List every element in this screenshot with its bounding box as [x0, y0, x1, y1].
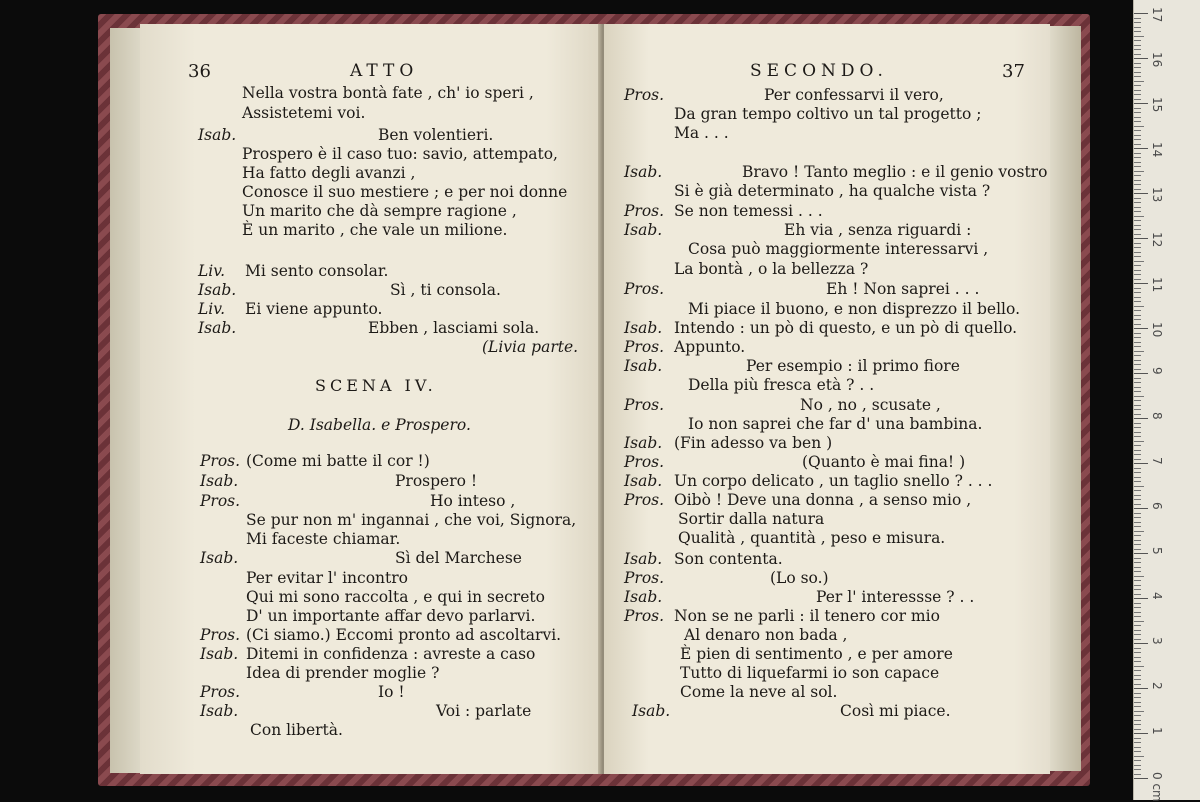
ruler-tick: [1134, 526, 1141, 527]
text-line: (Lo so.): [770, 569, 829, 587]
ruler-label: 12: [1150, 232, 1164, 248]
speaker-label: Pros.: [200, 492, 241, 510]
text-line: La bontà , o la bellezza ?: [674, 260, 869, 278]
ruler-tick: [1134, 747, 1141, 748]
ruler-tick: [1134, 459, 1141, 460]
ruler-tick: [1134, 418, 1148, 419]
text-line: Assistetemi voi.: [242, 104, 366, 122]
ruler-tick: [1134, 427, 1141, 428]
ruler-tick: [1134, 274, 1141, 275]
speaker-label: Pros.: [624, 280, 665, 298]
ruler-tick: [1134, 436, 1141, 437]
ruler-label: 5: [1150, 547, 1164, 555]
ruler-tick: [1134, 243, 1141, 244]
ruler-tick: [1134, 369, 1141, 370]
ruler-tick: [1134, 144, 1141, 145]
ruler-tick: [1134, 693, 1141, 694]
text-line: Sì , ti consola.: [390, 281, 501, 299]
ruler-tick: [1134, 567, 1141, 568]
speaker-label: Isab.: [624, 588, 663, 606]
ruler-tick: [1134, 517, 1141, 518]
ruler-tick: [1134, 193, 1148, 194]
speaker-label: Isab.: [624, 319, 663, 337]
text-line: È pien di sentimento , e per amore: [680, 645, 953, 663]
text-line: Oibò ! Deve una donna , a senso mio ,: [674, 491, 972, 509]
ruler-tick: [1134, 495, 1141, 496]
ruler-label: 3: [1150, 637, 1164, 645]
ruler-tick: [1134, 22, 1141, 23]
text-line: Voi : parlate: [436, 702, 532, 720]
ruler-tick: [1134, 342, 1141, 343]
ruler-tick: [1134, 684, 1141, 685]
speaker-label: Pros.: [624, 338, 665, 356]
ruler-tick: [1134, 414, 1141, 415]
text-line: È un marito , che vale un milione.: [242, 221, 508, 239]
ruler-tick: [1134, 486, 1144, 487]
text-line: Come la neve al sol.: [680, 683, 838, 701]
page-edge-right: [1045, 26, 1081, 771]
text-line: Un corpo delicato , un taglio snello ? . . .: [674, 472, 993, 490]
ruler-tick: [1134, 405, 1141, 406]
ruler-label: 1: [1150, 727, 1164, 735]
ruler-tick: [1134, 337, 1141, 338]
text-line: Un marito che dà sempre ragione ,: [242, 202, 517, 220]
speaker-label: Pros.: [200, 683, 241, 701]
ruler-tick: [1134, 661, 1141, 662]
ruler-tick: [1134, 765, 1141, 766]
speaker-label: Pros.: [200, 626, 241, 644]
speaker-label: Isab.: [624, 357, 663, 375]
ruler-label: 13: [1150, 187, 1164, 203]
text-line: Della più fresca età ? . .: [688, 376, 875, 394]
text-line: Da gran tempo coltivo un tal progetto ;: [674, 105, 982, 123]
ruler-tick: [1134, 225, 1141, 226]
ruler-tick: [1134, 706, 1141, 707]
ruler-tick: [1134, 490, 1141, 491]
ruler-tick: [1134, 589, 1141, 590]
ruler-tick: [1134, 49, 1141, 50]
ruler-tick: [1134, 445, 1141, 446]
ruler-tick: [1134, 157, 1141, 158]
ruler-tick: [1134, 202, 1141, 203]
ruler-tick: [1134, 333, 1141, 334]
ruler-tick: [1134, 81, 1144, 82]
ruler-tick: [1134, 400, 1141, 401]
ruler-tick: [1134, 738, 1141, 739]
ruler-tick: [1134, 585, 1141, 586]
ruler-tick: [1134, 778, 1148, 779]
left-running-header: ATTO: [350, 61, 419, 81]
left-page-number: 36: [188, 61, 211, 82]
ruler-tick: [1134, 607, 1141, 608]
ruler-tick: [1134, 67, 1141, 68]
ruler-tick: [1134, 657, 1141, 658]
speaker-label: Pros.: [624, 86, 665, 104]
ruler-tick: [1134, 652, 1141, 653]
ruler-tick: [1134, 324, 1141, 325]
speaker-label: Pros.: [200, 452, 241, 470]
ruler-tick: [1134, 54, 1141, 55]
speaker-label: Liv.: [198, 262, 226, 280]
text-line: Mi piace il buono, e non disprezzo il bello.: [688, 300, 1020, 318]
ruler-tick: [1134, 742, 1141, 743]
ruler-tick: [1134, 171, 1144, 172]
ruler-tick: [1134, 580, 1141, 581]
ruler-tick: [1134, 499, 1141, 500]
ruler-tick: [1134, 391, 1141, 392]
speaker-label: Pros.: [624, 607, 665, 625]
ruler-tick: [1134, 126, 1144, 127]
speaker-label: Pros.: [624, 202, 665, 220]
ruler-tick: [1134, 463, 1148, 464]
ruler-tick: [1134, 36, 1144, 37]
text-line: Ho inteso ,: [430, 492, 516, 510]
ruler-tick: [1134, 319, 1141, 320]
ruler-tick: [1134, 549, 1141, 550]
ruler-tick: [1134, 441, 1144, 442]
ruler-tick: [1134, 702, 1141, 703]
ruler-label: 15: [1150, 97, 1164, 113]
ruler-tick: [1134, 94, 1141, 95]
ruler-tick: [1134, 180, 1141, 181]
ruler-tick: [1134, 553, 1148, 554]
ruler-tick: [1134, 108, 1141, 109]
text-line: (Come mi batte il cor !): [246, 452, 430, 470]
ruler-tick: [1134, 90, 1141, 91]
text-line: Son contenta.: [674, 550, 783, 568]
text-line: Eh via , senza riguardi :: [784, 221, 972, 239]
ruler-label: 2: [1150, 682, 1164, 690]
ruler-tick: [1134, 774, 1141, 775]
ruler-tick: [1134, 229, 1141, 230]
ruler-tick: [1134, 432, 1141, 433]
ruler-label: 9: [1150, 367, 1164, 375]
speaker-label: Pros.: [624, 491, 665, 509]
speaker-label: Isab.: [200, 645, 239, 663]
ruler-tick: [1134, 715, 1141, 716]
ruler-tick: [1134, 751, 1141, 752]
ruler-tick: [1134, 643, 1148, 644]
ruler-tick: [1134, 396, 1144, 397]
ruler-tick: [1134, 594, 1141, 595]
ruler-tick: [1134, 598, 1148, 599]
text-line: No , no , scusate ,: [800, 396, 941, 414]
ruler-tick: [1134, 382, 1141, 383]
ruler-tick: [1134, 135, 1141, 136]
ruler-tick: [1134, 373, 1148, 374]
text-line: Con libertà.: [250, 721, 343, 739]
ruler-tick: [1134, 612, 1141, 613]
text-line: Conosce il suo mestiere ; e per noi donne: [242, 183, 568, 201]
ruler-tick: [1134, 31, 1141, 32]
text-line: Per l' interessse ? . .: [816, 588, 975, 606]
ruler-tick: [1134, 13, 1148, 14]
ruler-tick: [1134, 85, 1141, 86]
ruler-tick: [1134, 364, 1141, 365]
text-line: Tutto di liquefarmi io son capace: [680, 664, 940, 682]
ruler-tick: [1134, 729, 1141, 730]
ruler-tick: [1134, 162, 1141, 163]
ruler-tick: [1134, 315, 1141, 316]
ruler-label: 11: [1150, 277, 1164, 293]
ruler-label: 6: [1150, 502, 1164, 510]
speaker-label: Isab.: [198, 126, 237, 144]
ruler-tick: [1134, 153, 1141, 154]
ruler-tick: [1134, 148, 1148, 149]
ruler-tick: [1134, 99, 1141, 100]
ruler-tick: [1134, 139, 1141, 140]
speaker-label: Pros.: [624, 569, 665, 587]
speaker-label: Isab.: [200, 472, 239, 490]
ruler-label: 4: [1150, 592, 1164, 600]
text-line: Bravo ! Tanto meglio : e il genio vostro: [742, 163, 1048, 181]
ruler-tick: [1134, 211, 1141, 212]
ruler-tick: [1134, 166, 1141, 167]
ruler-tick: [1134, 468, 1141, 469]
text-line: Ha fatto degli avanzi ,: [242, 164, 416, 182]
ruler-tick: [1134, 18, 1141, 19]
ruler-tick: [1134, 522, 1141, 523]
speaker-label: Isab.: [624, 434, 663, 452]
ruler-tick: [1134, 346, 1141, 347]
text-line: Mi sento consolar.: [245, 262, 389, 280]
speaker-label: Liv.: [198, 300, 226, 318]
ruler-tick: [1134, 409, 1141, 410]
text-line: Sortir dalla natura: [678, 510, 825, 528]
ruler-tick: [1134, 292, 1141, 293]
ruler-tick: [1134, 189, 1141, 190]
ruler-tick: [1134, 238, 1148, 239]
right-page-number: 37: [1002, 61, 1025, 82]
ruler-tick: [1134, 679, 1141, 680]
ruler-tick: [1134, 184, 1141, 185]
ruler-tick: [1134, 535, 1141, 536]
ruler-tick: [1134, 252, 1141, 253]
ruler-tick: [1134, 283, 1148, 284]
ruler-tick: [1134, 40, 1141, 41]
ruler-tick: [1134, 697, 1141, 698]
ruler-tick: [1134, 207, 1141, 208]
ruler-tick: [1134, 544, 1141, 545]
ruler-tick: [1134, 256, 1141, 257]
text-line: Ebben , lasciami sola.: [368, 319, 540, 337]
ruler-tick: [1134, 630, 1141, 631]
ruler-tick: [1134, 103, 1148, 104]
ruler-tick: [1134, 540, 1141, 541]
text-line: Ben volentieri.: [378, 126, 494, 144]
ruler-tick: [1134, 117, 1141, 118]
ruler-label: 8: [1150, 412, 1164, 420]
text-line: Qui mi sono raccolta , e qui in secreto: [246, 588, 545, 606]
ruler-tick: [1134, 247, 1141, 248]
ruler-tick: [1134, 576, 1144, 577]
stage-direction: (Livia parte.: [482, 338, 579, 356]
ruler-tick: [1134, 558, 1141, 559]
ruler-tick: [1134, 175, 1141, 176]
ruler-tick: [1134, 265, 1141, 266]
right-page: [604, 24, 1050, 774]
speaker-label: Isab.: [624, 550, 663, 568]
speaker-label: Pros.: [624, 453, 665, 471]
speaker-label: Isab.: [198, 319, 237, 337]
measurement-ruler: [1133, 0, 1200, 800]
ruler-tick: [1134, 634, 1141, 635]
ruler-tick: [1134, 234, 1141, 235]
ruler-tick: [1134, 504, 1141, 505]
ruler-tick: [1134, 531, 1144, 532]
text-line: Così mi piace.: [840, 702, 951, 720]
left-page: [140, 24, 602, 774]
ruler-tick: [1134, 513, 1141, 514]
ruler-label: 0 cm: [1150, 772, 1164, 802]
ruler-tick: [1134, 571, 1141, 572]
text-line: Cosa può maggiormente interessarvi ,: [688, 240, 989, 258]
ruler-tick: [1134, 58, 1148, 59]
speaker-label: Isab.: [624, 221, 663, 239]
ruler-tick: [1134, 756, 1144, 757]
scene-title: SCENA IV.: [315, 376, 437, 395]
text-line: Se pur non m' ingannai , che voi, Signora,: [246, 511, 577, 529]
ruler-tick: [1134, 198, 1141, 199]
ruler-tick: [1134, 625, 1141, 626]
text-line: Io !: [378, 683, 405, 701]
ruler-tick: [1134, 310, 1141, 311]
ruler-label: 10: [1150, 322, 1164, 338]
ruler-tick: [1134, 351, 1144, 352]
ruler-tick: [1134, 675, 1141, 676]
text-line: (Ci siamo.) Eccomi pronto ad ascoltarvi.: [246, 626, 562, 644]
ruler-tick: [1134, 76, 1141, 77]
text-line: D' un importante affar devo parlarvi.: [246, 607, 536, 625]
scene-characters: D. Isabella. e Prospero.: [288, 416, 471, 434]
text-line: Prospero è il caso tuo: savio, attempato,: [242, 145, 558, 163]
ruler-tick: [1134, 760, 1141, 761]
ruler-tick: [1134, 360, 1141, 361]
ruler-tick: [1134, 616, 1141, 617]
text-line: (Quanto è mai fina! ): [802, 453, 966, 471]
ruler-tick: [1134, 45, 1141, 46]
text-line: Ma . . .: [674, 124, 729, 142]
text-line: Qualità , quantità , peso e misura.: [678, 529, 946, 547]
ruler-tick: [1134, 328, 1148, 329]
text-line: Eh ! Non saprei . . .: [826, 280, 980, 298]
ruler-tick: [1134, 220, 1141, 221]
ruler-tick: [1134, 562, 1141, 563]
text-line: Se non temessi . . .: [674, 202, 823, 220]
text-line: Per esempio : il primo fiore: [746, 357, 960, 375]
speaker-label: Isab.: [624, 472, 663, 490]
ruler-tick: [1134, 297, 1141, 298]
ruler-tick: [1134, 472, 1141, 473]
ruler-tick: [1134, 648, 1141, 649]
ruler-tick: [1134, 355, 1141, 356]
ruler-tick: [1134, 279, 1141, 280]
ruler-tick: [1134, 670, 1141, 671]
speaker-label: Isab.: [200, 549, 239, 567]
right-running-header: SECONDO.: [750, 61, 888, 81]
ruler-tick: [1134, 378, 1141, 379]
text-line: Io non saprei che far d' una bambina.: [688, 415, 983, 433]
ruler-tick: [1134, 481, 1141, 482]
ruler-label: 14: [1150, 142, 1164, 158]
ruler-tick: [1134, 121, 1141, 122]
text-line: Idea di prender moglie ?: [246, 664, 440, 682]
text-line: Si è già determinato , ha qualche vista ?: [674, 182, 991, 200]
ruler-tick: [1134, 508, 1148, 509]
ruler-label: 16: [1150, 52, 1164, 68]
ruler-tick: [1134, 477, 1141, 478]
ruler-tick: [1134, 733, 1148, 734]
ruler-tick: [1134, 387, 1141, 388]
ruler-tick: [1134, 603, 1141, 604]
text-line: Ei viene appunto.: [245, 300, 383, 318]
ruler-tick: [1134, 261, 1144, 262]
ruler-tick: [1134, 666, 1144, 667]
ruler-tick: [1134, 112, 1141, 113]
ruler-tick: [1134, 621, 1144, 622]
speaker-label: Isab.: [200, 702, 239, 720]
ruler-label: 7: [1150, 457, 1164, 465]
ruler-tick: [1134, 720, 1141, 721]
ruler-tick: [1134, 130, 1141, 131]
speaker-label: Isab.: [198, 281, 237, 299]
ruler-tick: [1134, 711, 1144, 712]
ruler-tick: [1134, 270, 1141, 271]
ruler-tick: [1134, 639, 1141, 640]
ruler-tick: [1134, 216, 1144, 217]
speaker-label: Isab.: [632, 702, 671, 720]
ruler-tick: [1134, 450, 1141, 451]
ruler-tick: [1134, 454, 1141, 455]
ruler-label: 17: [1150, 7, 1164, 23]
speaker-label: Isab.: [624, 163, 663, 181]
ruler-tick: [1134, 724, 1141, 725]
text-line: Ditemi in confidenza : avreste a caso: [246, 645, 536, 663]
text-line: Per evitar l' incontro: [246, 569, 408, 587]
ruler-tick: [1134, 423, 1141, 424]
text-line: Nella vostra bontà fate , ch' io speri ,: [242, 84, 534, 102]
text-line: Non se ne parli : il tenero cor mio: [674, 607, 940, 625]
text-line: Per confessarvi il vero,: [764, 86, 944, 104]
text-line: Prospero !: [395, 472, 478, 490]
ruler-tick: [1134, 63, 1141, 64]
text-line: Sì del Marchese: [395, 549, 522, 567]
text-line: Al denaro non bada ,: [684, 626, 848, 644]
ruler-tick: [1134, 27, 1141, 28]
speaker-label: Pros.: [624, 396, 665, 414]
ruler-tick: [1134, 288, 1141, 289]
ruler-tick: [1134, 306, 1144, 307]
text-line: Intendo : un pò di questo, e un pò di quello.: [674, 319, 1018, 337]
ruler-tick: [1134, 769, 1141, 770]
ruler-tick: [1134, 301, 1141, 302]
text-line: (Fin adesso va ben ): [674, 434, 833, 452]
text-line: Mi faceste chiamar.: [246, 530, 401, 548]
ruler-tick: [1134, 72, 1141, 73]
ruler-tick: [1134, 688, 1148, 689]
text-line: Appunto.: [674, 338, 746, 356]
